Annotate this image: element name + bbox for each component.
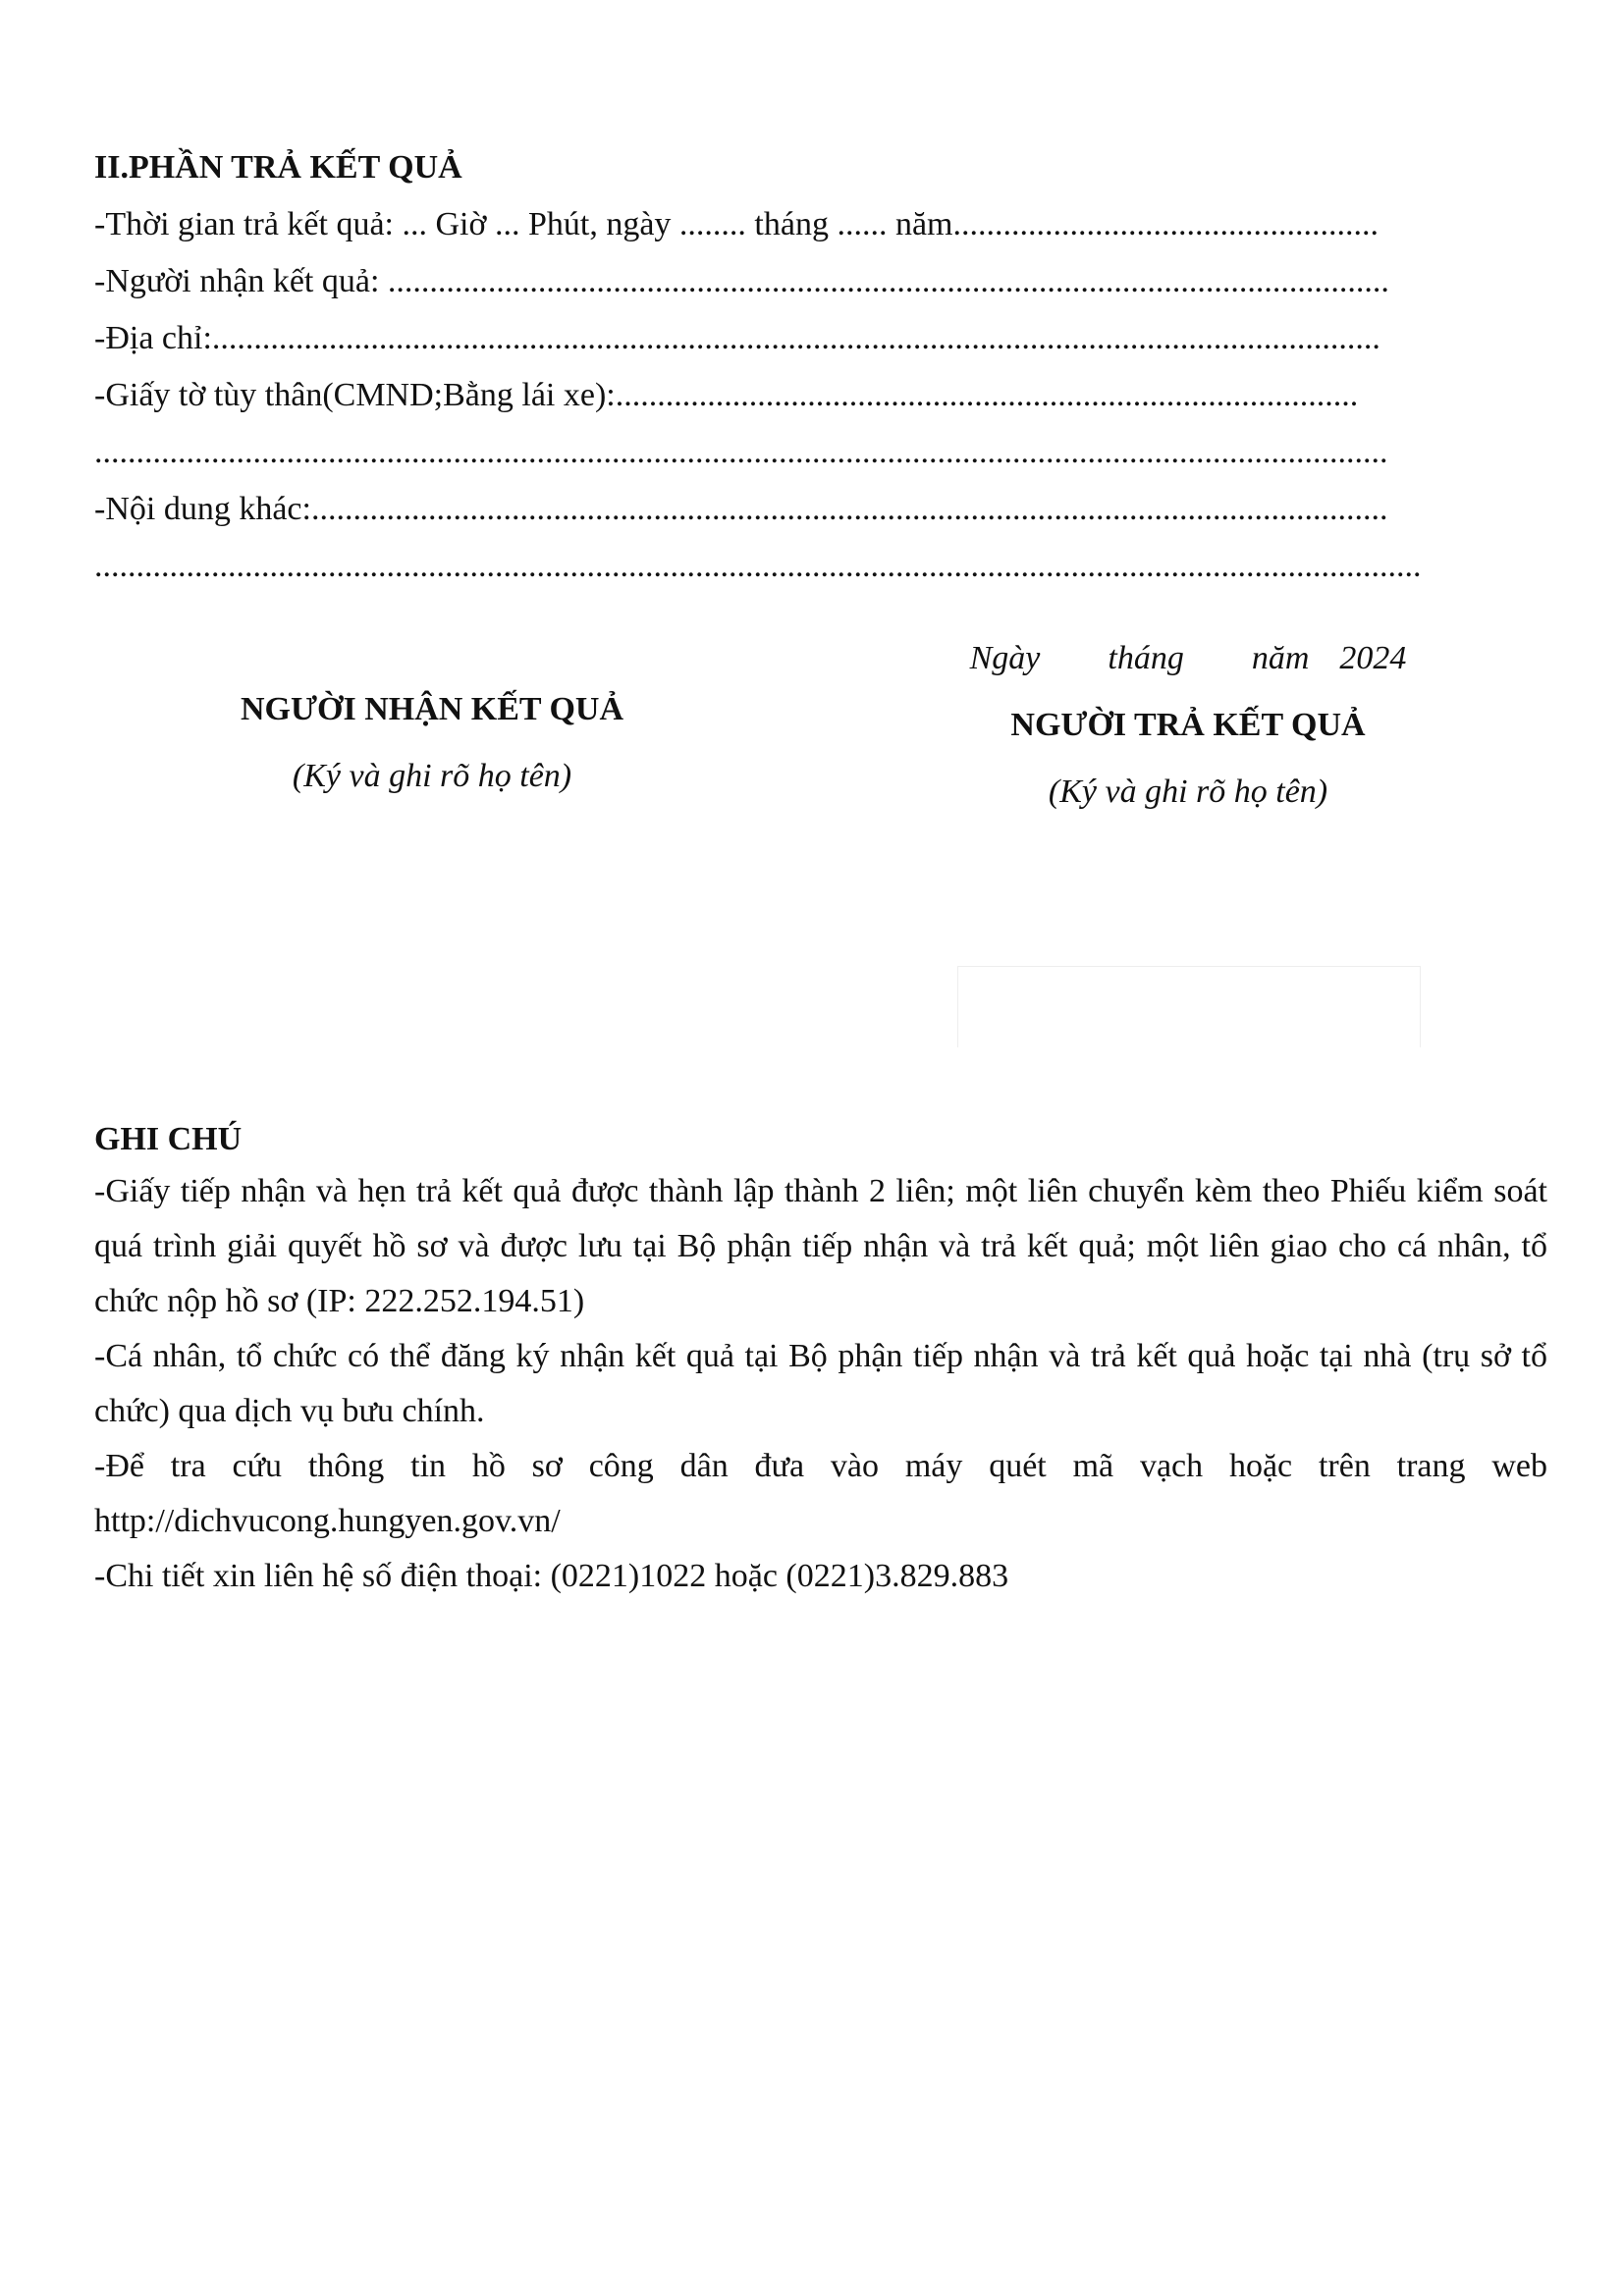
address-line: -Địa chỉ:............................................................................................................................................ xyxy=(94,320,1380,356)
returner-signature-note: (Ký và ghi rõ họ tên) xyxy=(1048,774,1328,810)
note-item: -Để tra cứu thông tin hồ sơ công dân đưa vào máy quét mã vạch hoặc trên trang web http://dichvucong.hungyen.gov.vn/ xyxy=(94,1448,1547,1539)
date-month-label: tháng xyxy=(1108,640,1184,676)
date-year-value: 2024 xyxy=(1339,640,1407,676)
receiver-line: -Người nhận kết quả: ........................................................................................................................ xyxy=(94,263,1389,299)
other-content-continuation-line: ............................................................................................................................................................... xyxy=(94,548,1422,584)
receiver-signature-title: NGƯỜI NHẬN KẾT QUẢ xyxy=(240,691,624,727)
receiver-signature-note: (Ký và ghi rõ họ tên) xyxy=(292,758,572,794)
returner-signature-title: NGƯỜI TRẢ KẾT QUẢ xyxy=(1010,707,1366,743)
note-item: -Giấy tiếp nhận và hẹn trả kết quả được thành lập thành 2 liên; một liên chuyển kèm theo Phiếu kiểm soát quá trình giải quyết hồ sơ và được lưu tại Bộ phận tiếp nhận và trả kết quả; một liên giao cho cá nhân, tổ chức nộp hồ sơ (IP: 222.252.194.51) xyxy=(94,1173,1547,1319)
id-document-continuation-line: ........................................................................................................................................................... xyxy=(94,434,1388,470)
notes-list xyxy=(94,1164,1547,1604)
other-content-line: -Nội dung khác:................................................................................................................................. xyxy=(94,491,1388,527)
note-item: -Cá nhân, tổ chức có thể đăng ký nhận kết quả tại Bộ phận tiếp nhận và trả kết quả hoặc tại nhà (trụ sở tổ chức) qua dịch vụ bưu chính. xyxy=(94,1338,1547,1429)
date-day-label: Ngày xyxy=(969,640,1041,676)
id-document-line: -Giấy tờ tùy thân(CMND;Bằng lái xe):......................................................................................... xyxy=(94,377,1359,413)
receiver-signature-block xyxy=(187,687,677,799)
returner-signature-block xyxy=(943,636,1434,815)
section-title: II.PHẦN TRẢ KẾT QUẢ xyxy=(94,149,462,186)
date-year-label: năm xyxy=(1251,640,1310,676)
result-time-line: -Thời gian trả kết quả: ... Giờ ... Phút, ngày ........ tháng ...... năm................................................... xyxy=(94,206,1379,242)
signature-date xyxy=(943,636,1434,681)
signature-stamp-area xyxy=(957,966,1421,1047)
note-item: -Chi tiết xin liên hệ số điện thoại: (0221)1022 hoặc (0221)3.829.883 xyxy=(94,1558,1009,1594)
notes-title: GHI CHÚ xyxy=(94,1121,243,1157)
